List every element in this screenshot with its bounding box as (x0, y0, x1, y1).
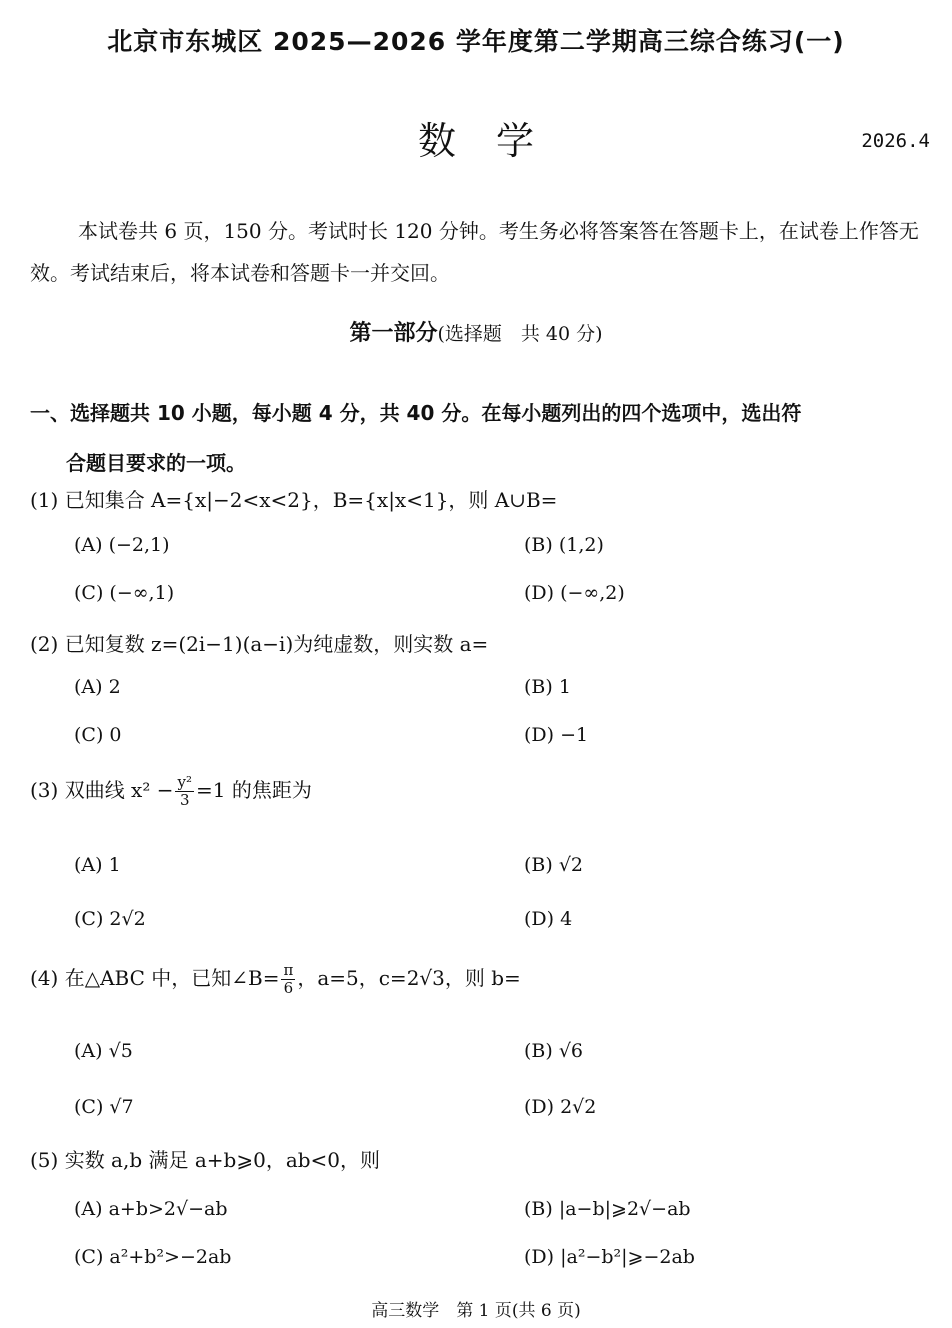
option-c: (C) √7 (74, 1096, 134, 1118)
question-stem-pre: 双曲线 x² − (64, 778, 174, 802)
question-4 (30, 962, 521, 997)
question-1 (30, 484, 557, 513)
option-a: (A) √5 (74, 1040, 133, 1062)
part-heading (0, 316, 952, 347)
question-stem: 已知复数 z=(2i−1)(a−i)为纯虚数，则实数 a= (64, 632, 489, 656)
question-number: (3) (30, 778, 59, 802)
option-a: (A) a+b>2√−ab (74, 1198, 228, 1220)
fraction (281, 962, 295, 997)
question-stem-post: ，a=5，c=2√3，则 b= (297, 966, 521, 990)
page-footer: 高三数学 第 1 页(共 6 页) (371, 1301, 581, 1321)
question-number: (1) (30, 488, 59, 512)
part-note: (选择题 共 40 分) (437, 323, 603, 345)
question-number: (4) (30, 966, 59, 990)
question-stem: 已知集合 A={x|−2<x<2}，B={x|x<1}，则 A∪B= (64, 488, 558, 512)
subject-title: 数学 (417, 119, 574, 163)
fraction (175, 774, 194, 809)
option-c: (C) 2√2 (74, 908, 146, 930)
section-instructions (30, 388, 934, 488)
exam-instructions: 本试卷共 6 页，150 分。考试时长 120 分钟。考生务必将答案答在答题卡上，在试卷上作答无效。考试结束后，将本试卷和答题卡一并交回。 (30, 219, 919, 285)
option-d: (D) 4 (524, 908, 573, 930)
fraction-denominator: 3 (179, 791, 190, 809)
part-title: 第一部分 (349, 321, 438, 346)
question-stem-post: =1 的焦距为 (195, 778, 312, 802)
section-line-2: 合题目要求的一项。 (66, 451, 246, 475)
option-d: (D) (−∞,2) (524, 582, 625, 604)
question-3 (30, 774, 312, 809)
option-b: (B) 1 (524, 676, 571, 698)
option-b: (B) (1,2) (524, 534, 604, 556)
option-a: (A) 2 (74, 676, 121, 698)
question-number: (2) (30, 632, 59, 656)
option-c: (C) (−∞,1) (74, 582, 175, 604)
option-d: (D) −1 (524, 724, 589, 746)
fraction-numerator: π (283, 961, 294, 979)
option-c: (C) 0 (74, 724, 122, 746)
option-d: (D) |a²−b²|⩾−2ab (524, 1246, 695, 1268)
option-b: (B) √6 (524, 1040, 584, 1062)
option-a: (A) (−2,1) (74, 534, 170, 556)
exam-title: 北京市东城区 2025—2026 学年度第二学期高三综合练习(一) (107, 27, 845, 56)
fraction-numerator: y² (177, 773, 192, 791)
question-5 (30, 1144, 380, 1173)
question-2 (30, 628, 488, 657)
option-d: (D) 2√2 (524, 1096, 597, 1118)
option-b: (B) √2 (524, 854, 584, 876)
option-b: (B) |a−b|⩾2√−ab (524, 1198, 691, 1220)
option-c: (C) a²+b²>−2ab (74, 1246, 232, 1268)
question-stem-pre: 在△ABC 中，已知∠B= (64, 966, 280, 990)
exam-date: 2026.4 (861, 130, 930, 152)
fraction-denominator: 6 (283, 979, 294, 997)
option-a: (A) 1 (74, 854, 121, 876)
question-number: (5) (30, 1148, 59, 1172)
section-line-1: 一、选择题共 10 小题，每小题 4 分，共 40 分。在每小题列出的四个选项中，选出符 (30, 401, 802, 425)
question-stem: 实数 a,b 满足 a+b⩾0，ab<0，则 (64, 1148, 381, 1172)
